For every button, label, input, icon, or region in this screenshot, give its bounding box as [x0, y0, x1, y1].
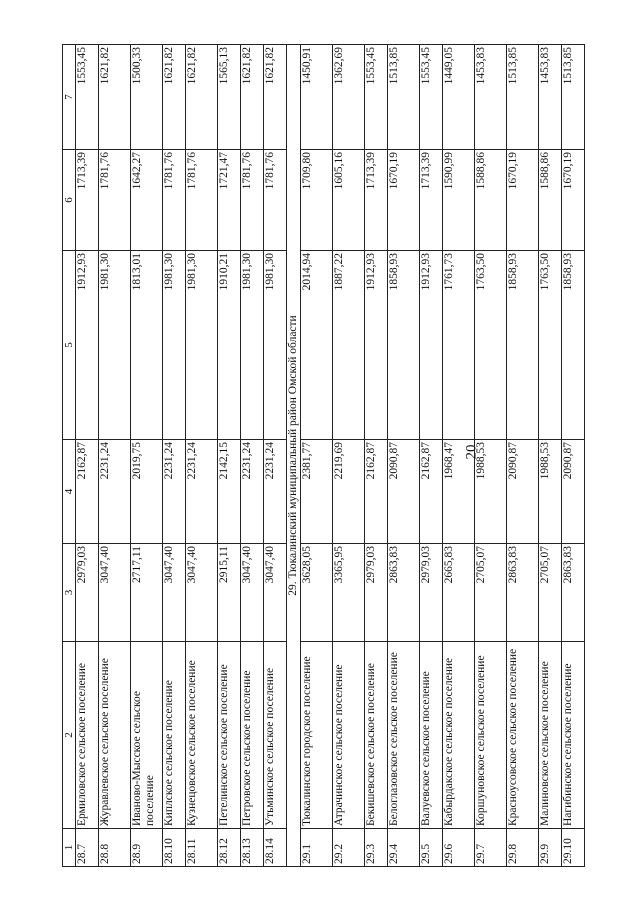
row-code: 29.9: [539, 829, 562, 867]
row-code: 28.9: [131, 829, 163, 867]
value-col-7: 1513,85: [562, 45, 585, 150]
column-header: 3: [63, 544, 76, 642]
value-col-7: 1553,45: [420, 45, 443, 150]
row-code: 28.10: [163, 829, 186, 867]
value-col-6: 1721,47: [218, 150, 241, 251]
value-col-6: 1781,76: [241, 150, 264, 251]
value-col-4: 2090,87: [562, 440, 585, 544]
value-col-4: 2231,24: [163, 440, 186, 544]
value-col-5: 1858,93: [388, 251, 420, 440]
value-col-3: 2915,11: [218, 544, 241, 642]
row-code: 29.7: [475, 829, 507, 867]
column-header: 4: [63, 440, 76, 544]
value-col-5: 1981,30: [186, 251, 218, 440]
value-col-4: 2162,87: [365, 440, 388, 544]
table-row: [264, 45, 287, 867]
table-row: [131, 45, 163, 867]
settlement-name: Красноусовское сельское поселение: [507, 642, 539, 829]
value-col-4: 1988,53: [475, 440, 507, 544]
settlement-name: Валуевское сельское поселение: [420, 642, 443, 829]
row-code: 28.14: [264, 829, 287, 867]
table-row: [186, 45, 218, 867]
settlement-name: Ермиловское сельское поселение: [76, 642, 99, 829]
value-col-3: 3047,40: [186, 544, 218, 642]
section-row: [287, 45, 301, 867]
table-row: [76, 45, 99, 867]
value-col-5: 1763,50: [475, 251, 507, 440]
value-col-5: 1981,30: [163, 251, 186, 440]
table-row: [507, 45, 539, 867]
value-col-5: 1981,30: [99, 251, 131, 440]
value-col-3: 2665,83: [443, 544, 475, 642]
value-col-6: 1709,80: [301, 150, 333, 251]
settlement-name: Иваново-Мысское сельское поселение: [131, 642, 163, 829]
row-code: 28.8: [99, 829, 131, 867]
value-col-6: 1670,19: [507, 150, 539, 251]
value-col-7: 1621,82: [264, 45, 287, 150]
table-row: [475, 45, 507, 867]
column-header: 1: [63, 829, 76, 867]
section-title: 29. Тюкалинский муниципальный район Омской области: [287, 45, 301, 867]
value-col-3: 2979,03: [365, 544, 388, 642]
settlement-name: Нагибинское сельское поселение: [562, 642, 585, 829]
settlement-name: Белоглазовское сельское поселение: [388, 642, 420, 829]
row-code: 28.11: [186, 829, 218, 867]
value-col-5: 1981,30: [241, 251, 264, 440]
value-col-3: 2863,83: [507, 544, 539, 642]
value-col-7: 1513,85: [388, 45, 420, 150]
value-col-7: 1553,45: [365, 45, 388, 150]
value-col-5: 1981,30: [264, 251, 287, 440]
value-col-6: 1713,39: [76, 150, 99, 251]
value-col-4: 2231,24: [186, 440, 218, 544]
value-col-3: 2863,83: [562, 544, 585, 642]
value-col-5: 1887,22: [333, 251, 365, 440]
value-col-3: 3047,40: [241, 544, 264, 642]
value-col-5: 1763,50: [539, 251, 562, 440]
value-col-7: 1621,82: [241, 45, 264, 150]
value-col-4: 2231,24: [99, 440, 131, 544]
settlement-name: Утьминское сельское поселение: [264, 642, 287, 829]
row-code: 29.8: [507, 829, 539, 867]
value-col-7: 1500,33: [131, 45, 163, 150]
value-col-7: 1565,13: [218, 45, 241, 150]
row-code: 28.12: [218, 829, 241, 867]
value-col-3: 2863,83: [388, 544, 420, 642]
value-col-4: 1968,47: [443, 440, 475, 544]
table-row: [218, 45, 241, 867]
value-col-4: 2231,24: [264, 440, 287, 544]
page-number: 20: [463, 444, 480, 460]
value-col-6: 1781,76: [264, 150, 287, 251]
value-col-5: 1912,93: [76, 251, 99, 440]
row-code: 29.5: [420, 829, 443, 867]
settlement-name: Кузнецовское сельское поселение: [186, 642, 218, 829]
value-col-4: 2381,77: [301, 440, 333, 544]
settlement-name: Малиновское сельское поселение: [539, 642, 562, 829]
row-code: 29.4: [388, 829, 420, 867]
value-col-4: 1988,53: [539, 440, 562, 544]
settlement-name: Журавлевское сельское поселение: [99, 642, 131, 829]
column-header: 7: [63, 45, 76, 150]
value-col-7: 1621,82: [99, 45, 131, 150]
value-col-5: 1912,93: [365, 251, 388, 440]
value-col-5: 1858,93: [507, 251, 539, 440]
value-col-4: 2019,75: [131, 440, 163, 544]
table-row: [388, 45, 420, 867]
settlement-name: Коршуновское сельское поселение: [475, 642, 507, 829]
value-col-6: 1670,19: [388, 150, 420, 251]
table-row: [163, 45, 186, 867]
settlement-name: Петровское сельское поселение: [241, 642, 264, 829]
value-col-5: 1858,93: [562, 251, 585, 440]
value-col-7: 1621,82: [186, 45, 218, 150]
value-col-6: 1781,76: [186, 150, 218, 251]
value-col-4: 2219,69: [333, 440, 365, 544]
value-col-6: 1713,39: [365, 150, 388, 251]
table-row: [365, 45, 388, 867]
value-col-4: 2142,15: [218, 440, 241, 544]
table-row: [539, 45, 562, 867]
table-row: [99, 45, 131, 867]
table-row: [333, 45, 365, 867]
table-row: [301, 45, 333, 867]
value-col-5: 1761,73: [443, 251, 475, 440]
value-col-6: 1590,99: [443, 150, 475, 251]
header-row: [63, 45, 76, 867]
value-col-6: 1588,86: [475, 150, 507, 251]
value-col-3: 2979,03: [420, 544, 443, 642]
value-col-7: 1450,91: [301, 45, 333, 150]
value-col-3: 2717,11: [131, 544, 163, 642]
rotated-table-container: [62, 45, 575, 867]
value-col-5: 2014,94: [301, 251, 333, 440]
settlement-name: Киплское сельское поселение: [163, 642, 186, 829]
row-code: 28.13: [241, 829, 264, 867]
value-col-7: 1513,85: [507, 45, 539, 150]
settlement-name: Петелинское сельское поселение: [218, 642, 241, 829]
value-col-4: 2090,87: [507, 440, 539, 544]
row-code: 28.7: [76, 829, 99, 867]
settlement-name: Кабырдакское сельское поселение: [443, 642, 475, 829]
tariff-table: [62, 44, 585, 867]
value-col-3: 3047,40: [264, 544, 287, 642]
value-col-3: 3365,95: [333, 544, 365, 642]
value-col-7: 1453,83: [539, 45, 562, 150]
value-col-4: 2090,87: [388, 440, 420, 544]
value-col-3: 3047,40: [163, 544, 186, 642]
value-col-7: 1553,45: [76, 45, 99, 150]
value-col-7: 1449,05: [443, 45, 475, 150]
value-col-4: 2162,87: [420, 440, 443, 544]
row-code: 29.6: [443, 829, 475, 867]
settlement-name: Атрачинское сельское поселение: [333, 642, 365, 829]
row-code: 29.2: [333, 829, 365, 867]
settlement-name: Бекишевское сельское поселение: [365, 642, 388, 829]
value-col-3: 3047,40: [99, 544, 131, 642]
value-col-5: 1912,93: [420, 251, 443, 440]
value-col-3: 2979,03: [76, 544, 99, 642]
value-col-7: 1621,82: [163, 45, 186, 150]
column-header: 2: [63, 642, 76, 829]
value-col-6: 1642,27: [131, 150, 163, 251]
value-col-6: 1605,16: [333, 150, 365, 251]
table-row: [241, 45, 264, 867]
value-col-6: 1713,39: [420, 150, 443, 251]
row-code: 29.3: [365, 829, 388, 867]
settlement-name: Тюкалинское городское поселение: [301, 642, 333, 829]
row-code: 29.1: [301, 829, 333, 867]
value-col-4: 2231,24: [241, 440, 264, 544]
value-col-3: 2705,07: [539, 544, 562, 642]
value-col-5: 1910,21: [218, 251, 241, 440]
table-row: [420, 45, 443, 867]
column-header: 6: [63, 150, 76, 251]
value-col-5: 1813,01: [131, 251, 163, 440]
value-col-6: 1670,19: [562, 150, 585, 251]
row-code: 29.10: [562, 829, 585, 867]
table-row: [562, 45, 585, 867]
value-col-6: 1781,76: [163, 150, 186, 251]
value-col-7: 1453,83: [475, 45, 507, 150]
table-row: [443, 45, 475, 867]
value-col-3: 3628,05: [301, 544, 333, 642]
value-col-7: 1362,69: [333, 45, 365, 150]
value-col-3: 2705,07: [475, 544, 507, 642]
column-header: 5: [63, 251, 76, 440]
value-col-4: 2162,87: [76, 440, 99, 544]
value-col-6: 1781,76: [99, 150, 131, 251]
value-col-6: 1588,86: [539, 150, 562, 251]
